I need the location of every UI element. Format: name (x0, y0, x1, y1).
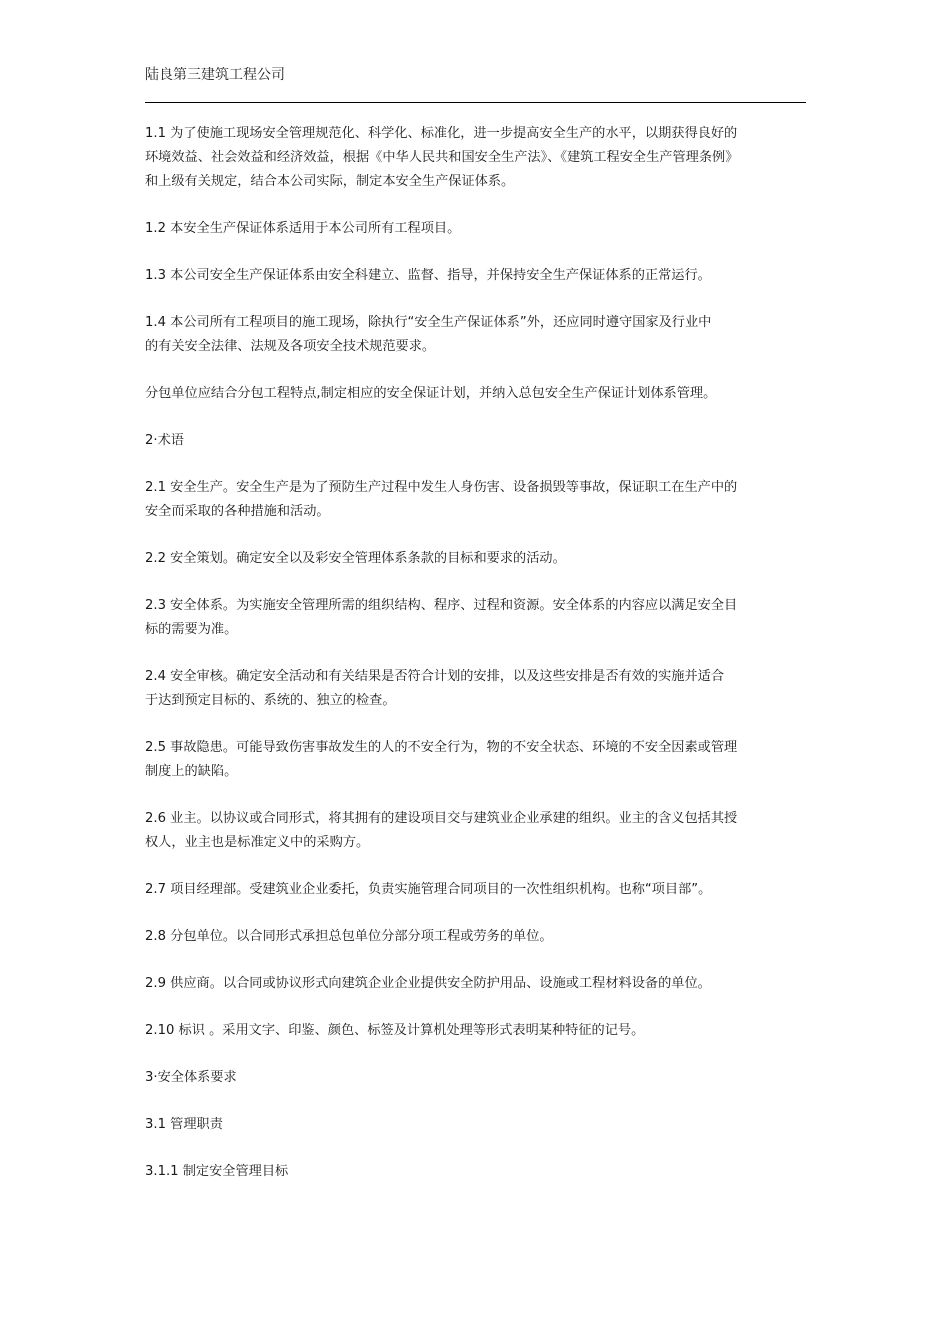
text-line: 2.2 安全策划。确定安全以及彩安全管理体系条款的目标和要求的活动。 (145, 551, 566, 566)
paragraph-2-2 (145, 547, 806, 571)
text-line: 2.10 标识 。采用文字、印鉴、颜色、标签及计算机处理等形式表明某种特征的记号。 (145, 1023, 645, 1038)
text-line: 的有关安全法律、法规及各项安全技术规范要求。 (145, 339, 436, 354)
paragraph-2-10 (145, 1019, 806, 1043)
text-line: 2.1 安全生产。安全生产是为了预防生产过程中发生人身伤害、设备损毁等事故，保证职工在生产中的 (145, 480, 738, 495)
text-line: 1.2 本安全生产保证体系适用于本公司所有工程项目。 (145, 221, 461, 236)
text-line: 和上级有关规定，结合本公司实际，制定本安全生产保证体系。 (145, 174, 515, 189)
text-line: 安全而采取的各种措施和活动。 (145, 504, 330, 519)
paragraph-2-6 (145, 807, 806, 855)
text-line: 2.6 业主。以协议或合同形式，将其拥有的建设项目交与建筑业企业承建的组织。业主的含义包括其授 (145, 811, 738, 826)
subsection-heading-3-1-1 (145, 1160, 806, 1184)
paragraph-2-9 (145, 972, 806, 996)
text-line: 2.9 供应商。以合同或协议形式向建筑企业企业提供安全防护用品、设施或工程材料设备的单位。 (145, 976, 711, 991)
text-line: 分包单位应结合分包工程特点,制定相应的安全保证计划，并纳入总包安全生产保证计划体系管理。 (145, 386, 717, 401)
text-line: 2.8 分包单位。以合同形式承担总包单位分部分项工程或劳务的单位。 (145, 929, 553, 944)
section-heading-3 (145, 1066, 806, 1090)
paragraph-2-8 (145, 925, 806, 949)
paragraph-1-2 (145, 217, 806, 241)
text-line: 标的需要为准。 (145, 622, 238, 637)
text-line: 环境效益、社会效益和经济效益，根据《中华人民共和国安全生产法》、《建筑工程安全生产管理条例》 (145, 150, 739, 165)
text-line: 2.3 安全体系。为实施安全管理所需的组织结构、程序、过程和资源。安全体系的内容应以满足安全目 (145, 598, 738, 613)
text-line: 2.5 事故隐患。可能导致伤害事故发生的人的不安全行为，物的不安全状态、环境的不安全因素或管理 (145, 740, 738, 755)
text-line: 1.1 为了使施工现场安全管理规范化、科学化、标准化，进一步提高安全生产的水平，以期获得良好的 (145, 126, 738, 141)
paragraph-2-5 (145, 736, 806, 784)
text-line: 2.4 安全审核。确定安全活动和有关结果是否符合计划的安排，以及这些安排是否有效的实施并适合 (145, 669, 725, 684)
paragraph-1-4 (145, 311, 806, 359)
paragraph-2-1 (145, 476, 806, 524)
subsection-heading-3-1 (145, 1113, 806, 1137)
text-line: 3.1.1 制定安全管理目标 (145, 1164, 289, 1179)
paragraph-subcontractor (145, 382, 806, 406)
text-line: 3·安全体系要求 (145, 1070, 237, 1085)
header-divider (145, 102, 806, 103)
paragraph-1-3 (145, 264, 806, 288)
page-header-company: 陆良第三建筑工程公司 (145, 67, 285, 83)
text-line: 2·术语 (145, 433, 184, 448)
text-line: 1.3 本公司安全生产保证体系由安全科建立、监督、指导，并保持安全生产保证体系的正常运行。 (145, 268, 711, 283)
document-body (145, 122, 806, 1207)
text-line: 2.7 项目经理部。受建筑业企业委托，负责实施管理合同项目的一次性组织机构。也称“项目部”。 (145, 882, 712, 897)
text-line: 制度上的缺陷。 (145, 764, 238, 779)
text-line: 1.4 本公司所有工程项目的施工现场，除执行“安全生产保证体系”外，还应同时遵守国家及行业中 (145, 315, 712, 330)
paragraph-1-1 (145, 122, 806, 194)
paragraph-2-3 (145, 594, 806, 642)
text-line: 3.1 管理职责 (145, 1117, 223, 1132)
text-line: 于达到预定目标的、系统的、独立的检查。 (145, 693, 396, 708)
paragraph-2-4 (145, 665, 806, 713)
paragraph-2-7 (145, 878, 806, 902)
section-heading-2 (145, 429, 806, 453)
text-line: 权人，业主也是标准定义中的采购方。 (145, 835, 370, 850)
